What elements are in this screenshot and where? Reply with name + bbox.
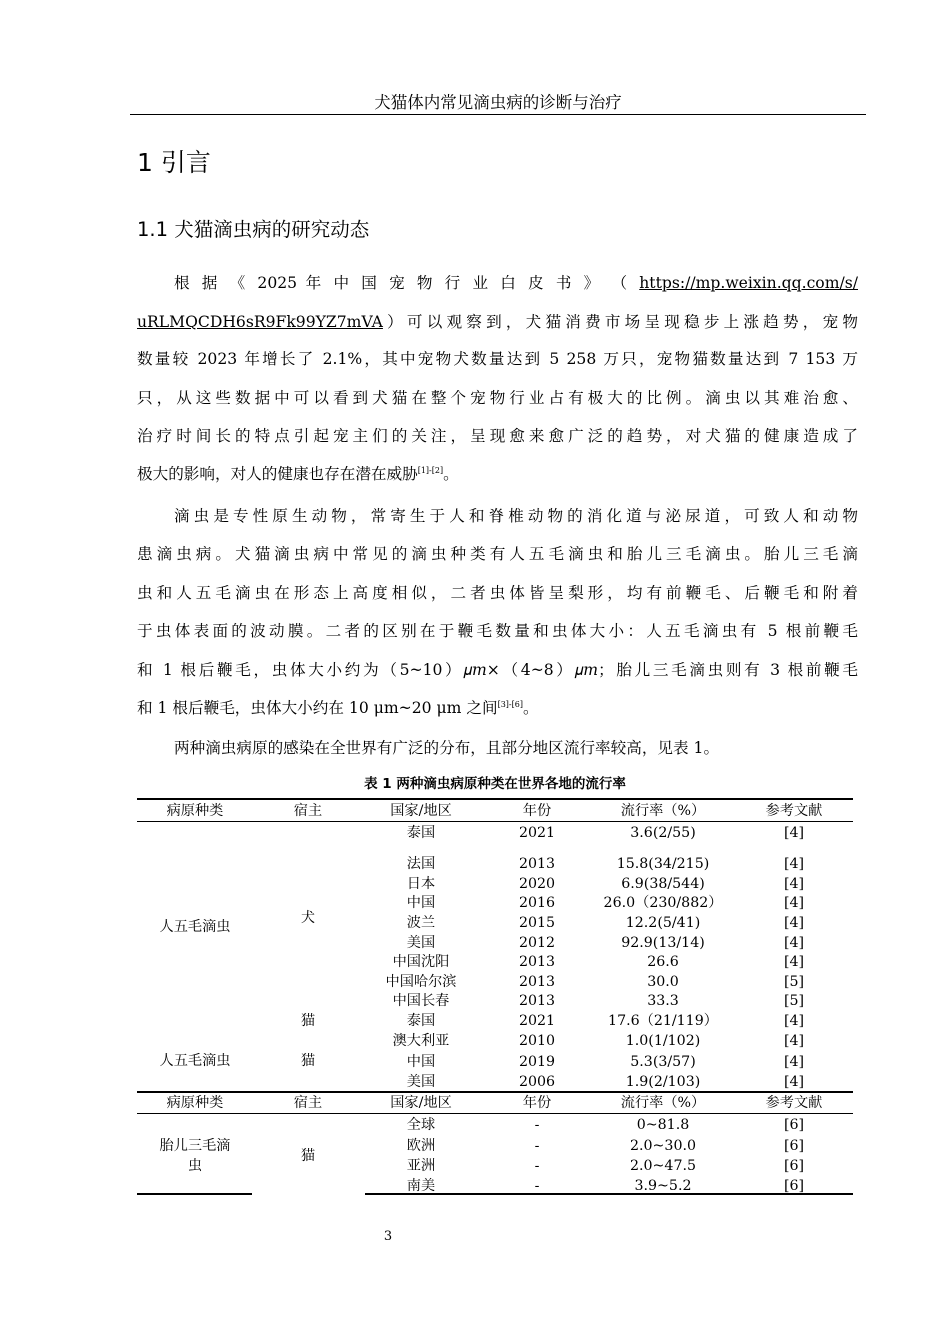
header-cell: 流行率（%） [620, 1095, 706, 1111]
prevalence-cell: 33.3 [647, 993, 679, 1009]
year-cell: 2020 [518, 876, 556, 892]
table-mid-rule [137, 1091, 853, 1093]
table-bottom-rule [137, 1193, 252, 1195]
year-cell: 2013 [518, 993, 556, 1009]
pathogen-cell: 人五毛滴虫 [159, 919, 231, 935]
region-cell: 法国 [406, 856, 436, 872]
reference-cell: [6] [783, 1138, 805, 1154]
paragraph-line: 虫和人五毛滴虫在形态上高度相似，二者虫体皆呈梨形，均有前鞭毛、后鞭毛和附着 [137, 584, 858, 602]
prevalence-cell: 15.8(34/215) [616, 856, 710, 872]
year-cell: 2013 [518, 974, 556, 990]
table-top-rule [137, 798, 853, 800]
region-cell: 澳大利亚 [392, 1033, 450, 1049]
year-cell: 2012 [518, 935, 556, 951]
prevalence-cell: 6.9(38/544) [621, 876, 705, 892]
reference-cell: [4] [783, 895, 805, 911]
reference-cell: [4] [783, 1074, 805, 1090]
pathogen-cell: 胎儿三毛滴 [159, 1138, 231, 1154]
region-cell: 南美 [406, 1178, 436, 1194]
prevalence-cell: 92.9(13/14) [621, 935, 705, 951]
paragraph-line: 于虫体表面的波动膜。二者的区别在于鞭毛数量和虫体大小：人五毛滴虫有 5 根前鞭毛 [137, 622, 858, 640]
year-cell: 2019 [518, 1054, 556, 1070]
region-cell: 波兰 [406, 915, 436, 931]
host-cell: 猫 [300, 1053, 316, 1069]
prevalence-cell: 2.0~47.5 [629, 1158, 697, 1174]
header-cell: 年份 [522, 803, 552, 819]
reference-cell: [6] [783, 1158, 805, 1174]
reference-cell: [6] [783, 1117, 805, 1133]
region-cell: 中国沈阳 [392, 954, 450, 970]
reference-cell: [5] [783, 974, 805, 990]
prevalence-cell: 1.0(1/102) [625, 1033, 701, 1049]
header-cell: 流行率（%） [620, 803, 706, 819]
reference-cell: [4] [783, 935, 805, 951]
year-cell: 2010 [518, 1033, 556, 1049]
header-cell: 参考文献 [765, 803, 823, 819]
paragraph-line: 两种滴虫病原的感染在全世界有广泛的分布，且部分地区流行率较高，见表 1。 [174, 739, 720, 757]
citation: [3]-[6] [497, 700, 523, 709]
prevalence-cell: 1.9(2/103) [625, 1074, 701, 1090]
year-cell: - [534, 1178, 540, 1194]
paragraph-line [137, 463, 858, 485]
line-text: 极大的影响，对人的健康也存在潜在威胁 [137, 465, 418, 483]
year-cell: - [534, 1117, 540, 1133]
running-header-title: 犬猫体内常见滴虫病的诊断与治疗 [374, 93, 622, 112]
reference-cell: [4] [783, 856, 805, 872]
year-cell: 2013 [518, 856, 556, 872]
header-cell: 宿主 [293, 803, 323, 819]
region-cell: 泰国 [406, 1013, 436, 1029]
reference-cell: [4] [783, 915, 805, 931]
region-cell: 美国 [406, 1074, 436, 1090]
prevalence-cell: 26.6 [647, 954, 679, 970]
reference-cell: [4] [783, 954, 805, 970]
table-caption: 表 1 两种滴虫病原种类在世界各地的流行率 [364, 776, 626, 792]
year-cell: 2013 [518, 954, 556, 970]
header-cell: 参考文献 [765, 1095, 823, 1111]
line-text: ）可以观察到，犬猫消费市场呈现稳步上涨趋势，宠物 [382, 313, 858, 331]
region-cell: 亚洲 [406, 1158, 436, 1174]
header-rule [130, 114, 866, 115]
prevalence-cell: 12.2(5/41) [625, 915, 701, 931]
page-number: 3 [383, 1229, 393, 1244]
paragraph-line: 数量较 2023 年增长了 2.1%，其中宠物犬数量达到 5 258 万只，宠物猫数量达到 7 153 万 [137, 350, 858, 368]
year-cell: - [534, 1138, 540, 1154]
paragraph-line: 和 1 根后鞭毛，虫体大小约为（5~10）𝜇𝑚×（4~8）𝜇𝑚；胎儿三毛滴虫则有 3 根前鞭毛 [137, 661, 858, 679]
region-cell: 中国长春 [392, 993, 450, 1009]
line-text: 根 据 《 2025 年 中 国 宠 物 行 业 白 皮 书 》 （ [174, 274, 640, 292]
paragraph-line: 只，从这些数据中可以看到犬猫在整个宠物行业占有极大的比例。滴虫以其难治愈、 [137, 389, 858, 407]
region-cell: 全球 [406, 1117, 436, 1133]
reference-cell: [4] [783, 1033, 805, 1049]
pathogen-cell: 人五毛滴虫 [159, 1053, 231, 1069]
reference-cell: [5] [783, 993, 805, 1009]
table-bottom-rule [365, 1193, 853, 1195]
header-cell: 病原种类 [166, 1095, 224, 1111]
host-cell: 犬 [300, 910, 316, 926]
paragraph-line [137, 697, 858, 719]
header-cell: 年份 [522, 1095, 552, 1111]
reference-cell: [4] [783, 825, 805, 841]
header-cell: 国家/地区 [390, 1095, 452, 1111]
prevalence-cell: 17.6（21/119） [608, 1013, 718, 1029]
pathogen-cell: 虫 [187, 1158, 203, 1174]
region-cell: 日本 [406, 876, 436, 892]
line-text: 。 [522, 699, 539, 717]
prevalence-cell: 5.3(3/57) [630, 1054, 696, 1070]
prevalence-cell: 3.6(2/55) [630, 825, 696, 841]
paragraph-line: 滴虫是专性原生动物，常寄生于人和脊椎动物的消化道与泌尿道，可致人和动物 [174, 507, 858, 525]
source-link[interactable]: https://mp.weixin.qq.com/s/ [639, 274, 858, 292]
year-cell: 2006 [518, 1074, 556, 1090]
paragraph-line: 患滴虫病。犬猫滴虫病中常见的滴虫种类有人五毛滴虫和胎儿三毛滴虫。胎儿三毛滴 [137, 545, 858, 563]
region-cell: 中国哈尔滨 [385, 974, 457, 990]
paragraph-line [137, 311, 858, 333]
citation: [1]-[2] [417, 466, 444, 475]
header-cell: 宿主 [293, 1095, 323, 1111]
region-cell: 欧洲 [406, 1138, 436, 1154]
prevalence-cell: 30.0 [647, 974, 679, 990]
year-cell: 2015 [518, 915, 556, 931]
region-cell: 中国 [406, 1054, 436, 1070]
paragraph-line [137, 272, 858, 294]
table-header-rule [137, 821, 853, 822]
header-cell: 病原种类 [166, 803, 224, 819]
line-text: 和 1 根后鞭毛，虫体大小约在 10 μm~20 μm 之间 [137, 699, 498, 717]
host-cell: 猫 [300, 1148, 316, 1164]
reference-cell: [4] [783, 1054, 805, 1070]
year-cell: - [534, 1158, 540, 1174]
subsection-heading: 1.1 犬猫滴虫病的研究动态 [137, 218, 370, 241]
year-cell: 2021 [518, 1013, 556, 1029]
table-header-rule [137, 1113, 853, 1114]
prevalence-cell: 2.0~30.0 [629, 1138, 697, 1154]
prevalence-cell: 0~81.8 [636, 1117, 690, 1133]
host-cell: 猫 [300, 1013, 316, 1029]
section-heading: 1 引言 [137, 148, 211, 177]
source-link-continuation[interactable]: uRLMQCDH6sR9Fk99YZ7mVA [137, 313, 383, 331]
prevalence-cell: 26.0（230/882） [603, 895, 723, 911]
year-cell: 2016 [518, 895, 556, 911]
region-cell: 美国 [406, 935, 436, 951]
line-text: 。 [443, 465, 459, 483]
reference-cell: [4] [783, 876, 805, 892]
year-cell: 2021 [518, 825, 556, 841]
region-cell: 中国 [406, 895, 436, 911]
paragraph-line: 治疗时间长的特点引起宠主们的关注，呈现愈来愈广泛的趋势，对犬猫的健康造成了 [137, 427, 858, 445]
prevalence-cell: 3.9~5.2 [634, 1178, 692, 1194]
header-cell: 国家/地区 [390, 803, 452, 819]
region-cell: 泰国 [406, 825, 436, 841]
reference-cell: [6] [783, 1178, 805, 1194]
reference-cell: [4] [783, 1013, 805, 1029]
